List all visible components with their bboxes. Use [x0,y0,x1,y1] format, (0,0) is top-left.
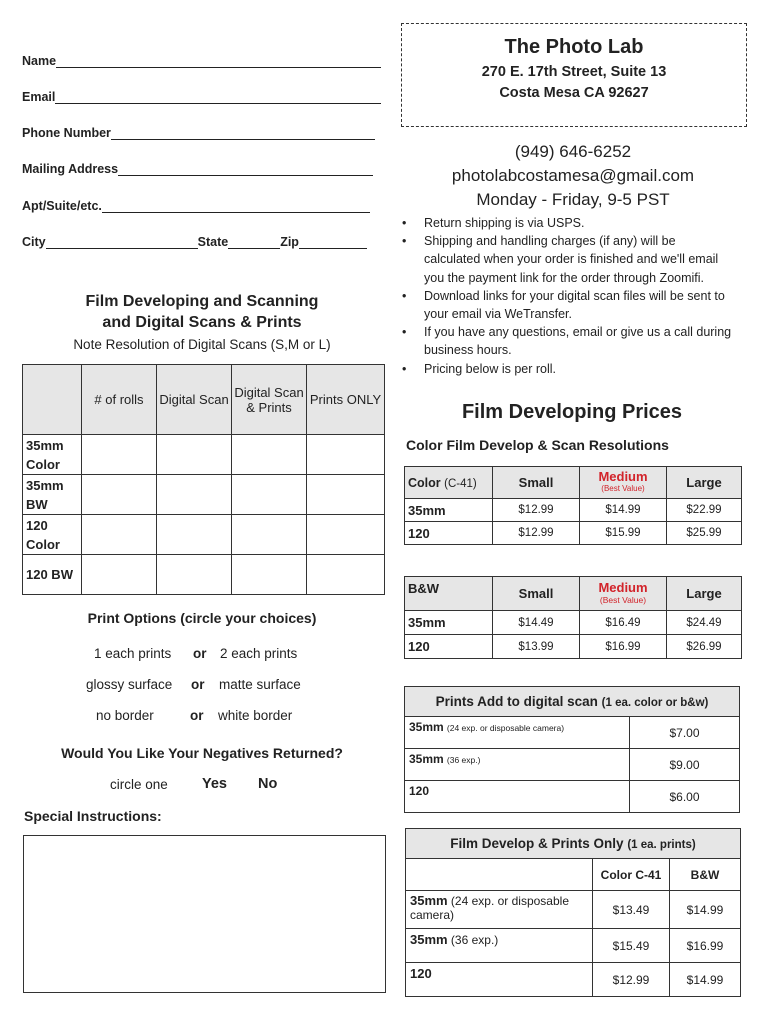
price-cell: $26.99 [667,635,742,659]
order-cell[interactable] [307,555,385,595]
phone-field[interactable] [22,126,375,140]
blank-cell [406,859,593,891]
order-cell[interactable] [232,515,307,555]
lab-email: photolabcostamesa@gmail.com [451,166,695,185]
price-cell: $14.99 [670,963,741,997]
price-row [405,635,742,659]
phone-line[interactable] [111,127,375,140]
or-label: or [190,708,204,723]
lab-address-box [401,23,747,127]
price-row [405,717,740,749]
film-label: 120 [410,966,432,981]
option-white-border[interactable]: white border [218,708,293,723]
or-label: or [193,646,207,661]
price-cell: $12.99 [493,499,580,522]
dev-prints-table [405,828,741,997]
price-cell: $15.49 [593,929,670,963]
col-digital-scan: Digital Scan [157,365,232,435]
lab-phone: (949) 646-6252 [514,142,632,161]
film-label: 35mm [410,893,448,908]
note-item: • Shipping and handling charges (if any) will be calculated when your order is finished and we'll email you the payment link for the order through Zoomifi. [402,232,732,287]
col-small: Small [493,577,580,611]
color-label-cell [405,467,493,499]
row-label: 120 Color [23,515,82,555]
film-detail: (24 exp. or disposable camera) [410,894,569,922]
price-cell: $14.49 [493,611,580,635]
order-cell[interactable] [82,555,157,595]
order-cell[interactable] [157,435,232,475]
price-cell: $12.99 [493,522,580,545]
col-prints-only: Prints ONLY [307,365,385,435]
note-item: • If you have any questions, email or give us a call during business hours. [402,323,732,359]
print-options-heading: Print Options (circle your choices) [87,610,317,626]
email-field[interactable] [22,90,381,104]
name-field[interactable] [22,54,381,68]
lab-title: The Photo Lab [504,36,644,58]
order-cell[interactable] [82,515,157,555]
prints-add-table [404,686,740,813]
prints-add-title: Prints Add to digital scan [435,694,598,709]
negatives-no[interactable]: No [258,776,278,792]
order-row [23,515,385,555]
note-item: • Pricing below is per roll. [402,360,732,378]
film-detail: (36 exp.) [446,755,481,765]
order-cell[interactable] [307,475,385,515]
col-bw: B&W [670,859,741,891]
film-cell [406,929,593,963]
mailing-line[interactable] [118,163,373,176]
price-cell: $24.49 [667,611,742,635]
order-cell[interactable] [82,435,157,475]
price-row [405,522,742,545]
color-subheading: Color Film Develop & Scan Resolutions [406,437,669,453]
film-label: 35mm [409,720,444,734]
color-label: Color [408,475,441,490]
lab-hours: Monday - Friday, 9-5 PST [476,190,670,209]
order-corner-cell [23,365,82,435]
row-label: 35mm Color [23,435,82,475]
best-value-label: (Best Value) [599,594,647,605]
col-medium [580,577,667,611]
lab-contact [401,140,745,212]
film-label: 35mm [410,932,448,947]
special-instructions-label: Special Instructions: [24,808,162,824]
price-row [406,929,741,963]
dev-prints-title-cell [406,829,741,859]
col-rolls: # of rolls [82,365,157,435]
price-cell: $15.99 [580,522,667,545]
price-cell: $13.49 [593,891,670,929]
price-row [406,891,741,929]
or-label: or [191,677,205,692]
film-label: 35mm [405,611,493,635]
film-label: 120 [405,522,493,545]
order-cell[interactable] [232,435,307,475]
order-heading [22,291,382,333]
note-item: • Download links for your digital scan files will be sent to your email via WeTransfer. [402,287,732,323]
order-row [23,475,385,515]
state-line[interactable] [228,236,280,249]
best-value-label: (Best Value) [601,483,645,493]
order-cell[interactable] [232,475,307,515]
film-label: 35mm [409,752,444,766]
note-item: • Return shipping is via USPS. [402,214,732,232]
price-cell: $14.99 [580,499,667,522]
bw-label: B&W [405,577,493,611]
price-row [405,749,740,781]
order-cell[interactable] [307,515,385,555]
negatives-question: Would You Like Your Negatives Returned? [61,745,343,761]
row-label: 120 BW [23,555,82,595]
price-row [405,781,740,813]
price-cell: $16.99 [580,635,667,659]
film-detail: (36 exp.) [450,933,499,947]
mailing-label: Mailing Address [22,162,119,176]
order-heading-line2: and Digital Scans & Prints [102,314,302,331]
film-label: 120 [409,784,430,798]
order-table [22,364,385,595]
price-row [405,499,742,522]
film-cell [406,891,593,929]
order-cell[interactable] [307,435,385,475]
city-line[interactable] [46,236,198,249]
circle-one-label: circle one [110,777,168,792]
mailing-address-field[interactable] [22,162,373,176]
dev-prints-note: (1 ea. prints) [627,839,696,851]
lab-address-line1: 270 E. 17th Street, Suite 13 [481,64,667,80]
bw-price-table [404,576,742,659]
option-matte[interactable]: matte surface [219,677,301,692]
resolution-note: Note Resolution of Digital Scans (S,M or L) [73,337,331,352]
prints-add-note: (1 ea. color or b&w) [601,697,709,709]
order-cell[interactable] [232,555,307,595]
price-cell: $16.49 [580,611,667,635]
order-row [23,555,385,595]
option-glossy[interactable]: glossy surface [86,677,173,692]
option-2-each[interactable]: 2 each prints [220,646,298,661]
price-cell: $25.99 [667,522,742,545]
price-row [406,963,741,997]
bw-price-header [405,577,742,611]
film-cell [405,749,630,781]
color-process: (C-41) [444,477,477,490]
email-label: Email [22,90,56,104]
col-large: Large [667,467,742,499]
row-label: 35mm BW [23,475,82,515]
order-row [23,435,385,475]
medium-label: Medium [598,579,648,595]
price-cell: $9.00 [630,749,740,781]
film-label: 35mm [405,499,493,522]
order-cell[interactable] [82,475,157,515]
prints-add-title-cell [405,687,740,717]
film-cell [406,963,593,997]
prints-add-header [405,687,740,717]
zip-label: Zip [280,235,299,249]
apt-line[interactable] [102,200,370,213]
col-large: Large [667,577,742,611]
film-label: 120 [405,635,493,659]
option-1-each[interactable]: 1 each prints [94,646,172,661]
color-price-table [404,466,742,545]
order-cell[interactable] [157,555,232,595]
option-no-border[interactable]: no border [96,708,154,723]
film-cell [405,781,630,813]
order-heading-line1: Film Developing and Scanning [85,293,319,310]
prices-heading: Film Developing Prices [461,401,683,423]
col-scan-prints: Digital Scan & Prints [232,365,307,435]
lab-address-line2: Costa Mesa CA 92627 [499,85,649,101]
apt-label: Apt/Suite/etc. [22,199,102,213]
order-cell[interactable] [157,515,232,555]
city-label: City [22,235,46,249]
film-cell [405,717,630,749]
col-small: Small [493,467,580,499]
medium-label: Medium [598,468,648,484]
col-medium [580,467,667,499]
price-cell: $12.99 [593,963,670,997]
price-cell: $7.00 [630,717,740,749]
col-color-c41: Color C-41 [593,859,670,891]
price-cell: $13.99 [493,635,580,659]
order-table-header [23,365,385,435]
phone-label: Phone Number [22,126,111,140]
color-price-header [405,467,742,499]
dev-prints-col-header [406,859,741,891]
notes-list [402,214,732,378]
price-cell: $6.00 [630,781,740,813]
name-line[interactable] [56,55,381,68]
dev-prints-header [406,829,741,859]
dev-prints-title: Film Develop & Prints Only [450,836,624,851]
special-instructions-box[interactable] [23,835,386,993]
price-cell: $22.99 [667,499,742,522]
film-detail: (24 exp. or disposable camera) [446,723,565,733]
price-cell: $16.99 [670,929,741,963]
price-cell: $14.99 [670,891,741,929]
apt-field[interactable] [22,199,370,213]
price-row [405,611,742,635]
state-label: State [197,235,229,249]
name-label: Name [22,54,57,68]
city-state-zip-field[interactable] [22,235,367,249]
negatives-yes[interactable]: Yes [202,776,227,792]
email-line[interactable] [55,91,381,104]
order-cell[interactable] [157,475,232,515]
zip-line[interactable] [299,236,367,249]
